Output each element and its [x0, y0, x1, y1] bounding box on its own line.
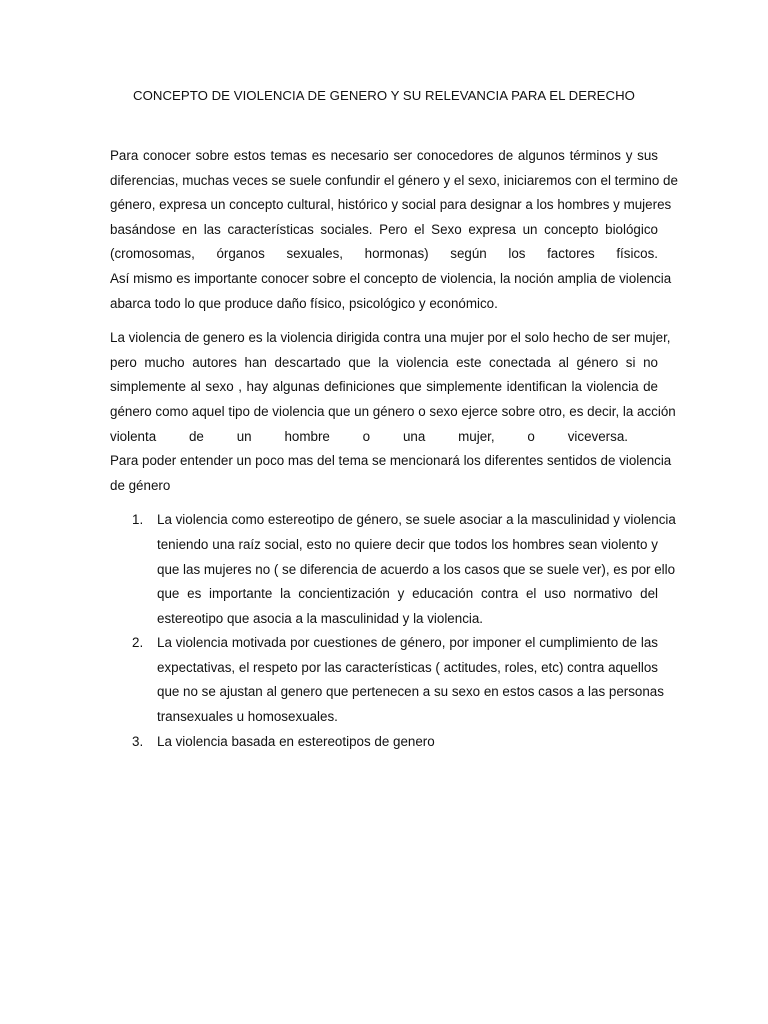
text-line: que las mujeres no ( se diferencia de acuerdo a los casos que se suele ver), es por ello [157, 561, 676, 577]
text-line: La violencia motivada por cuestiones de género, por imponer el cumplimiento de las [157, 635, 658, 651]
numbered-list [110, 508, 676, 754]
text-line: diferencias, muchas veces se suele confundir el género y el sexo, iniciaremos con el termino de [110, 172, 678, 188]
list-number: 2. [132, 635, 144, 651]
text-line: simplemente al sexo , hay algunas definiciones que simplemente identifican la violencia de [110, 379, 658, 395]
text-line: Para poder entender un poco mas del tema se mencionará los diferentes sentidos de violencia [110, 453, 672, 469]
paragraph-definition [110, 326, 676, 498]
document-title: CONCEPTO DE VIOLENCIA DE GENERO Y SU RELEVANCIA PARA EL DERECHO [133, 88, 635, 103]
text-line: que no se ajustan al genero que pertenecen a su sexo en estos casos a las personas [157, 684, 664, 700]
text-line: teniendo una raíz social, esto no quiere decir que todos los hombres sean violento y [157, 536, 658, 552]
text-line: estereotipo que asocia a la masculinidad y la violencia. [157, 610, 484, 626]
text-line: género como aquel tipo de violencia que un género o sexo ejerce sobre otro, es decir, la acción [110, 403, 676, 419]
document-body [110, 144, 678, 754]
text-line: basándose en las características sociales. Pero el Sexo expresa un concepto biológico [110, 221, 658, 237]
text-line: transexuales u homosexuales. [157, 709, 338, 725]
text-line: de género [110, 477, 171, 493]
list-item [110, 508, 676, 631]
text-line: Para conocer sobre estos temas es necesario ser conocedores de algunos términos y sus [110, 148, 658, 163]
text-line: pero mucho autores han descartado que la violencia este conectada al género si no [110, 354, 658, 370]
list-item [110, 730, 658, 755]
text-line: Así mismo es importante conocer sobre el concepto de violencia, la noción amplia de violencia [110, 270, 672, 286]
list-item [110, 631, 664, 729]
list-number: 1. [132, 512, 144, 528]
paragraph-intro [110, 144, 678, 316]
list-number: 3. [132, 733, 144, 749]
text-line: expectativas, el respeto por las características ( actitudes, roles, etc) contra aquellos [157, 659, 658, 675]
text-line: La violencia de genero es la violencia dirigida contra una mujer por el solo hecho de ser mujer, [110, 330, 671, 346]
text-line: violenta de un hombre o una mujer, o viceversa. [110, 428, 628, 444]
text-line: abarca todo lo que produce daño físico, psicológico y económico. [110, 295, 498, 311]
text-line: La violencia basada en estereotipos de genero [157, 733, 435, 749]
text-line: La violencia como estereotipo de género, se suele asociar a la masculinidad y violencia [157, 512, 676, 528]
text-line: género, expresa un concepto cultural, histórico y social para designar a los hombres y mujeres [110, 197, 672, 213]
text-line: (cromosomas, órganos sexuales, hormonas) según los factores físicos. [110, 246, 658, 262]
text-line: que es importante la concientización y educación contra el uso normativo del [157, 586, 658, 602]
